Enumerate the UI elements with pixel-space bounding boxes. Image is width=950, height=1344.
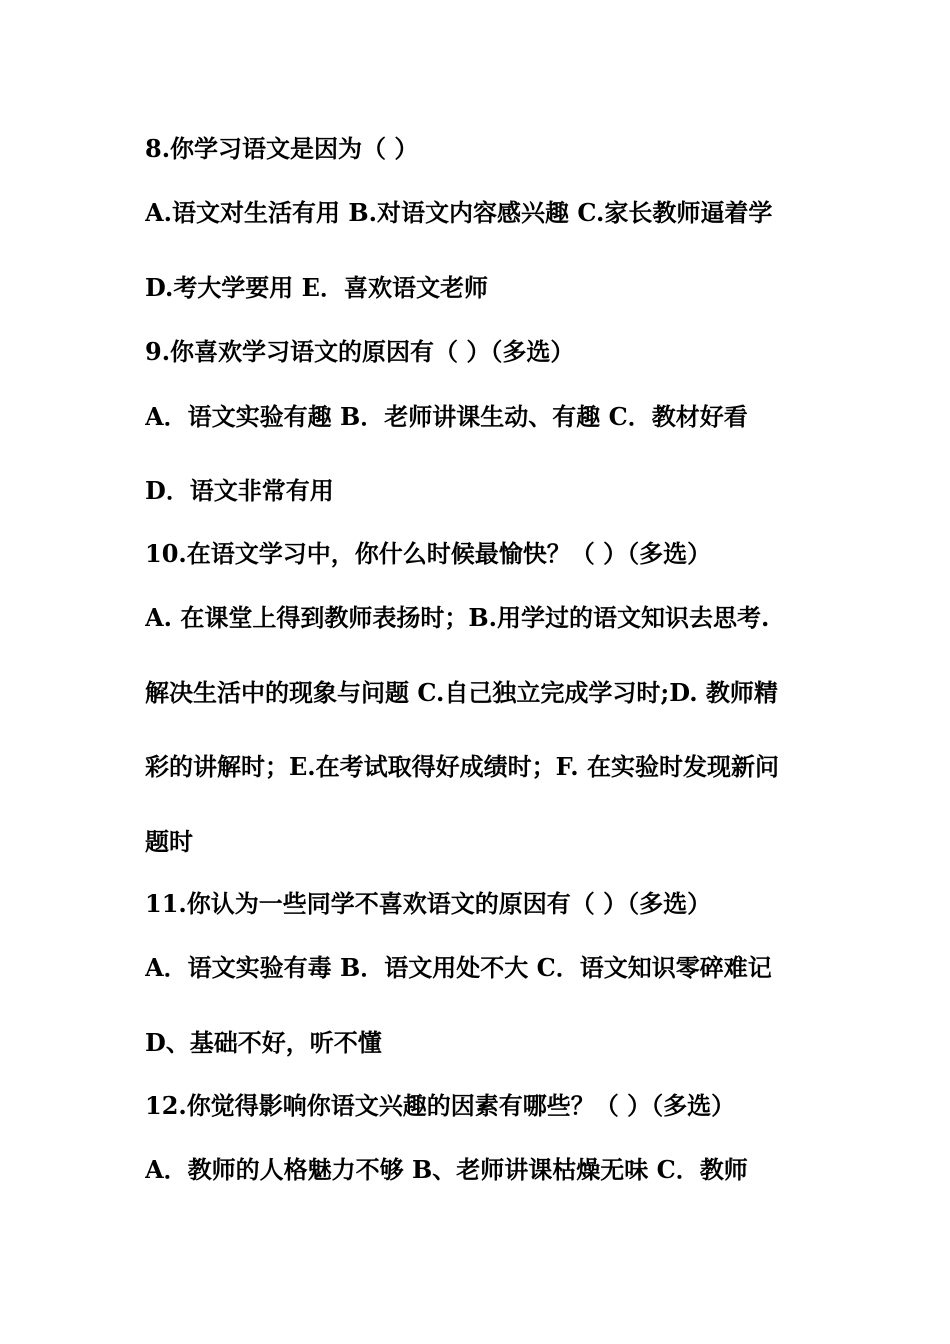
question-10-options-line-1: A. 在课堂上得到教师表扬时；B.用学过的语文知识去思考.	[145, 603, 770, 632]
question-10-options-line-2: 解决生活中的现象与问题 C.自己独立完成学习时;D. 教师精	[145, 678, 778, 707]
question-12: 12.你觉得影响你语文兴趣的因素有哪些？（ ）（多选）	[145, 1091, 736, 1120]
question-10-options-line-4: 题时	[145, 827, 193, 856]
question-8: 8.你学习语文是因为（ ）	[145, 134, 419, 163]
question-11: 11.你认为一些同学不喜欢语文的原因有（ ）（多选）	[145, 889, 712, 918]
question-11-options-line-1: A．语文实验有毒 B．语文用处不大 C．语文知识零碎难记	[145, 953, 772, 982]
question-10-options-line-3: 彩的讲解时；E.在考试取得好成绩时；F. 在实验时发现新问	[145, 752, 779, 781]
question-12-options-line-1: A．教师的人格魅力不够 B、老师讲课枯燥无味 C．教师	[145, 1155, 748, 1184]
question-8-options-line-1: A.语文对生活有用 B.对语文内容感兴趣 C.家长教师逼着学	[145, 198, 773, 227]
question-9-options-line-2: D．语文非常有用	[145, 476, 334, 505]
question-8-options-line-2: D.考大学要用 E．喜欢语文老师	[145, 273, 488, 302]
question-9: 9.你喜欢学习语文的原因有（ ）（多选）	[145, 337, 575, 366]
question-9-options-line-1: A．语文实验有趣 B．老师讲课生动、有趣 C．教材好看	[145, 402, 748, 431]
question-10: 10.在语文学习中，你什么时候最愉快？（ ）（多选）	[145, 539, 712, 568]
question-11-options-line-2: D、基础不好，听不懂	[145, 1028, 382, 1057]
